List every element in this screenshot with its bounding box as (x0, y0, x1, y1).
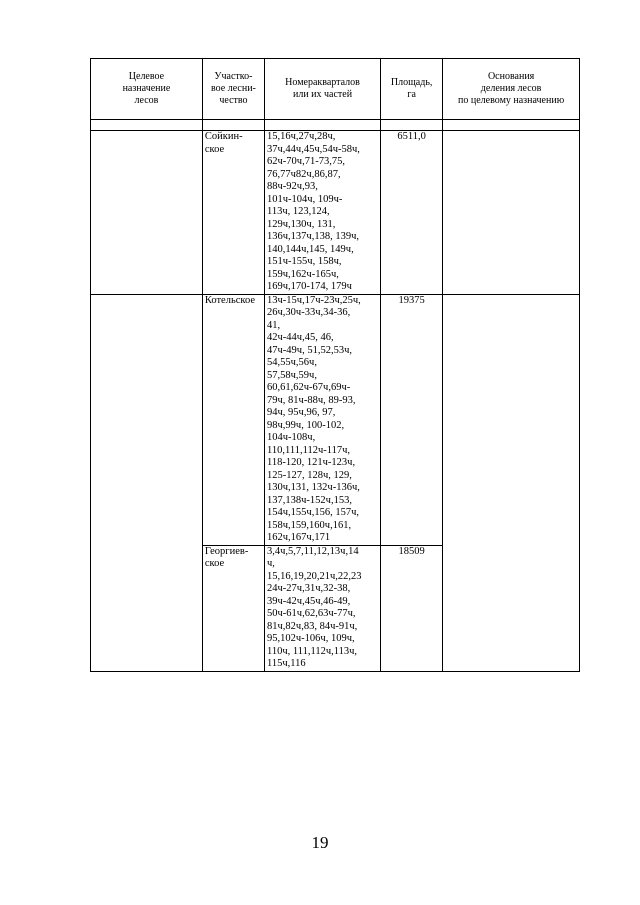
header-basis: Основания деления лесов по целевому назначению (443, 59, 580, 120)
district-cell: Котельское (202, 294, 264, 545)
quarters-cell: 13ч-15ч,17ч-23ч,25ч, 26ч,30ч-33ч,34-36, 41, 42ч-44ч,45, 46, 47ч-49ч, 51,52,53ч, 54,55ч,56ч, 57,58ч,59ч, 60,61,62ч-67ч,69ч- 79ч, 81ч-88ч, 89-93, 94ч, 95ч,96, 97, 98ч,99ч, 100-102, 104ч-108ч, 110,111,112ч-117ч, 118-120, 121ч-123ч, 125-127, 128ч, 129, 130ч,131, 132ч-136ч, 137,138ч-152ч,153, 154ч,155ч,156, 157ч, 158ч,159,160ч,161, 162ч,167ч,171 (265, 294, 381, 545)
header-area: Площадь, га (381, 59, 443, 120)
area-cell: 19375 (381, 294, 443, 545)
forest-division-table (90, 58, 580, 672)
basis-cell (443, 131, 580, 295)
header-quarters: Номеракварталов или их частей (265, 59, 381, 120)
purpose-cell (91, 131, 203, 295)
table-row (91, 131, 580, 295)
purpose-cell (91, 294, 203, 671)
header-purpose: Целевое назначение лесов (91, 59, 203, 120)
table-row (91, 294, 580, 545)
basis-cell (443, 294, 580, 671)
page-number: 19 (311, 833, 329, 852)
area-cell: 18509 (381, 545, 443, 671)
header-district: Участко- вое лесни- чество (202, 59, 264, 120)
quarters-cell: 15,16ч,27ч,28ч, 37ч,44ч,45ч,54ч-58ч, 62ч-70ч,71-73,75, 76,77ч82ч,86,87, 88ч-92ч,93, 101ч-104ч, 109ч- 113ч, 123,124, 129ч,130ч, 131, 136ч,137ч,138, 139ч, 140,144ч,145, 149ч, 151ч-155ч, 158ч, 159ч,162ч-165ч, 169ч,170-174, 179ч (265, 131, 381, 295)
area-cell: 6511,0 (381, 131, 443, 295)
table-header-row (91, 59, 580, 120)
district-cell: Сойкин- ское (202, 131, 264, 295)
quarters-cell: 3,4ч,5,7,11,12,13ч,14 ч, 15,16,19,20,21ч,22,23 24ч-27ч,31ч,32-38, 39ч-42ч,45ч,46-49, 50ч-61ч,62,63ч-77ч, 81ч,82ч,83, 84ч-91ч, 95,102ч-106ч, 109ч, 110ч, 111,112ч,113ч, 115ч,116 (265, 545, 381, 671)
district-cell: Георгиев- ское (202, 545, 264, 671)
table-spacer-row (91, 120, 580, 131)
